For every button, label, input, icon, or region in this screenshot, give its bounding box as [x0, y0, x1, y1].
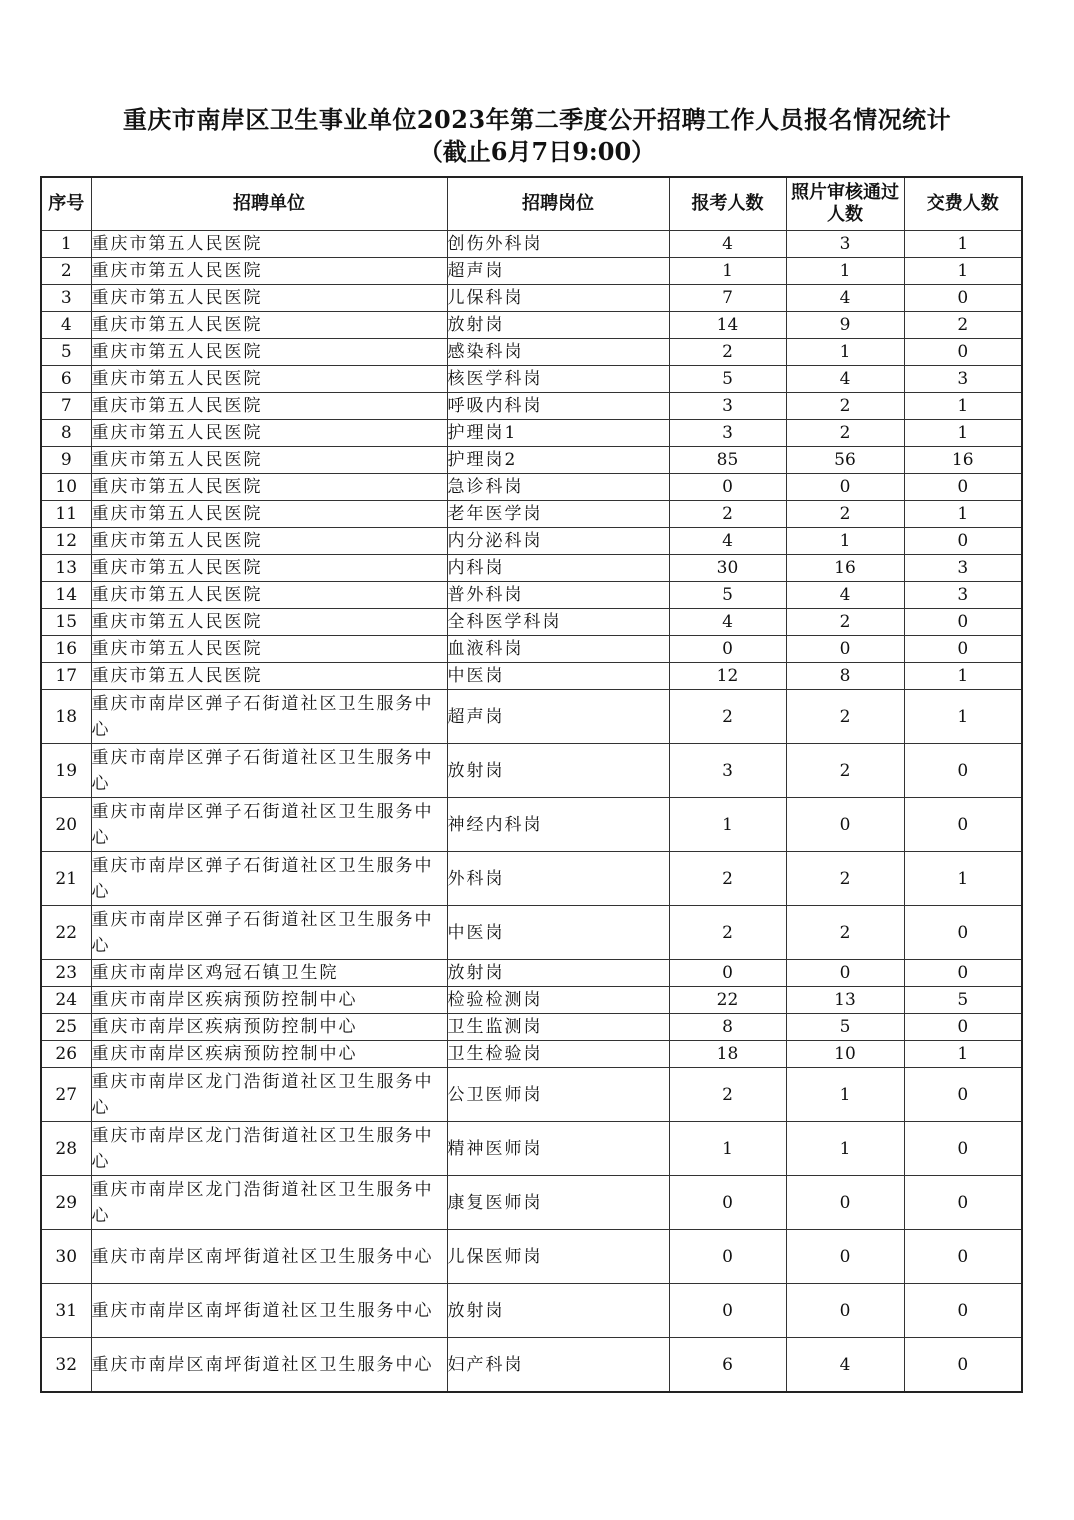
row-index: 23: [41, 960, 91, 987]
photo-passed-count: 0: [786, 1230, 904, 1284]
applicant-count: 30: [669, 555, 786, 582]
recruiting-unit-text: 重庆市第五人民医院: [91, 342, 263, 362]
applicant-count: 4: [669, 528, 786, 555]
photo-passed-count: 2: [786, 420, 904, 447]
recruiting-post: 公卫医师岗: [447, 1068, 669, 1122]
photo-passed-count: 1: [786, 528, 904, 555]
photo-passed-count: 1: [786, 1068, 904, 1122]
recruiting-post: 检验检测岗: [447, 987, 669, 1014]
recruiting-post: 血液科岗: [447, 636, 669, 663]
recruiting-unit-text: 重庆市第五人民医院: [91, 234, 263, 254]
recruiting-post: 感染科岗: [447, 339, 669, 366]
recruiting-unit-text: 重庆市南岸区弹子石街道社区卫生服务中心: [91, 909, 434, 956]
photo-passed-count: 4: [786, 1338, 904, 1393]
paid-count: 3: [904, 555, 1022, 582]
applicant-count: 14: [669, 312, 786, 339]
recruiting-post: 放射岗: [447, 1284, 669, 1338]
recruiting-unit-text: 重庆市第五人民医院: [91, 477, 263, 497]
recruiting-unit-text: 重庆市第五人民医院: [91, 504, 263, 524]
photo-passed-count: 2: [786, 501, 904, 528]
photo-passed-count: 10: [786, 1041, 904, 1068]
recruiting-unit: [91, 231, 447, 258]
recruiting-unit: [91, 339, 447, 366]
table-row: [41, 474, 1022, 501]
recruiting-unit-text: 重庆市南岸区疾病预防控制中心: [91, 990, 358, 1010]
applicant-count: 2: [669, 339, 786, 366]
recruiting-post: 神经内科岗: [447, 798, 669, 852]
recruiting-post: 中医岗: [447, 906, 669, 960]
table-header: [41, 177, 1022, 231]
applicant-count: 3: [669, 744, 786, 798]
recruiting-post: 全科医学科岗: [447, 609, 669, 636]
table-row: [41, 393, 1022, 420]
photo-passed-count: 8: [786, 663, 904, 690]
recruiting-unit-text: 重庆市南岸区南坪街道社区卫生服务中心: [91, 1354, 434, 1375]
paid-count: 0: [904, 1068, 1022, 1122]
recruiting-unit-text: 重庆市第五人民医院: [91, 531, 263, 551]
table-row: [41, 1338, 1022, 1393]
recruiting-unit: [91, 1176, 447, 1230]
row-index: 1: [41, 231, 91, 258]
paid-count: 1: [904, 258, 1022, 285]
paid-count: 1: [904, 1041, 1022, 1068]
photo-passed-count: 2: [786, 906, 904, 960]
row-index: 13: [41, 555, 91, 582]
applicant-count: 0: [669, 636, 786, 663]
recruiting-post: 卫生监测岗: [447, 1014, 669, 1041]
applicant-count: 22: [669, 987, 786, 1014]
applicant-count: 1: [669, 1122, 786, 1176]
recruiting-unit: [91, 798, 447, 852]
paid-count: 1: [904, 852, 1022, 906]
photo-passed-count: 4: [786, 366, 904, 393]
paid-count: 3: [904, 366, 1022, 393]
recruiting-unit-text: 重庆市南岸区龙门浩街道社区卫生服务中心: [91, 1071, 434, 1118]
row-index: 7: [41, 393, 91, 420]
table-row: [41, 555, 1022, 582]
recruiting-unit: [91, 744, 447, 798]
header-row: [41, 177, 1022, 231]
table-row: [41, 636, 1022, 663]
recruiting-unit-text: 重庆市第五人民医院: [91, 396, 263, 416]
paid-count: 1: [904, 420, 1022, 447]
row-index: 3: [41, 285, 91, 312]
row-index: 21: [41, 852, 91, 906]
document-title: 重庆市南岸区卫生事业单位2023年第二季度公开招聘工作人员报名情况统计: [122, 105, 952, 134]
photo-passed-count: 0: [786, 1176, 904, 1230]
paid-count: 1: [904, 393, 1022, 420]
recruiting-unit: [91, 1014, 447, 1041]
row-index: 27: [41, 1068, 91, 1122]
recruiting-unit-text: 重庆市第五人民医院: [91, 423, 263, 443]
photo-passed-count: 2: [786, 690, 904, 744]
applicant-count: 18: [669, 1041, 786, 1068]
recruiting-unit-text: 重庆市南岸区龙门浩街道社区卫生服务中心: [91, 1179, 434, 1226]
recruiting-unit-text: 重庆市南岸区疾病预防控制中心: [91, 1044, 358, 1064]
recruiting-post: 老年医学岗: [447, 501, 669, 528]
recruiting-unit-text: 重庆市第五人民医院: [91, 585, 263, 605]
document-subtitle: （截止6月7日9:00）: [418, 137, 656, 166]
recruiting-unit: [91, 285, 447, 312]
recruiting-post: 创伤外科岗: [447, 231, 669, 258]
table-row: [41, 690, 1022, 744]
table-row: [41, 231, 1022, 258]
recruiting-unit: [91, 366, 447, 393]
recruiting-unit: [91, 420, 447, 447]
header-index: 序号: [41, 177, 91, 231]
recruiting-unit: [91, 582, 447, 609]
recruiting-post: 超声岗: [447, 690, 669, 744]
header-applicants: 报考人数: [669, 177, 786, 231]
applicant-count: 8: [669, 1014, 786, 1041]
table-row: [41, 447, 1022, 474]
recruiting-unit-text: 重庆市南岸区疾病预防控制中心: [91, 1017, 358, 1037]
recruiting-unit: [91, 312, 447, 339]
applicant-count: 1: [669, 798, 786, 852]
recruiting-unit-text: 重庆市南岸区弹子石街道社区卫生服务中心: [91, 693, 434, 740]
recruiting-post: 呼吸内科岗: [447, 393, 669, 420]
table-row: [41, 258, 1022, 285]
recruiting-post: 内分泌科岗: [447, 528, 669, 555]
photo-passed-count: 0: [786, 798, 904, 852]
applicant-count: 0: [669, 1230, 786, 1284]
table-row: [41, 663, 1022, 690]
table-row: [41, 906, 1022, 960]
recruiting-unit: [91, 528, 447, 555]
applicant-count: 2: [669, 852, 786, 906]
recruiting-post: 普外科岗: [447, 582, 669, 609]
registration-stats-table: [40, 176, 1023, 1393]
recruiting-unit: [91, 1284, 447, 1338]
recruiting-unit: [91, 258, 447, 285]
table-row: [41, 1122, 1022, 1176]
paid-count: 0: [904, 636, 1022, 663]
table-row: [41, 1068, 1022, 1122]
header-photo-passed: 照片审核通过人数: [786, 177, 904, 231]
photo-passed-count: 13: [786, 987, 904, 1014]
row-index: 15: [41, 609, 91, 636]
photo-passed-count: 2: [786, 852, 904, 906]
photo-passed-count: 16: [786, 555, 904, 582]
applicant-count: 12: [669, 663, 786, 690]
row-index: 29: [41, 1176, 91, 1230]
applicant-count: 3: [669, 393, 786, 420]
header-paid: 交费人数: [904, 177, 1022, 231]
paid-count: 0: [904, 339, 1022, 366]
table-row: [41, 339, 1022, 366]
recruiting-unit: [91, 663, 447, 690]
recruiting-unit: [91, 1122, 447, 1176]
recruiting-post: 放射岗: [447, 960, 669, 987]
paid-count: 0: [904, 474, 1022, 501]
applicant-count: 0: [669, 1176, 786, 1230]
photo-passed-count: 1: [786, 339, 904, 366]
recruiting-unit-text: 重庆市第五人民医院: [91, 639, 263, 659]
recruiting-unit: [91, 987, 447, 1014]
recruiting-unit-text: 重庆市第五人民医院: [91, 261, 263, 281]
table-row: [41, 1284, 1022, 1338]
applicant-count: 5: [669, 366, 786, 393]
photo-passed-count: 9: [786, 312, 904, 339]
paid-count: 0: [904, 798, 1022, 852]
paid-count: 2: [904, 312, 1022, 339]
row-index: 18: [41, 690, 91, 744]
photo-passed-count: 2: [786, 609, 904, 636]
applicant-count: 0: [669, 1284, 786, 1338]
recruiting-unit: [91, 960, 447, 987]
recruiting-unit-text: 重庆市南岸区鸡冠石镇卫生院: [91, 963, 339, 983]
recruiting-post: 儿保医师岗: [447, 1230, 669, 1284]
paid-count: 5: [904, 987, 1022, 1014]
table-row: [41, 528, 1022, 555]
row-index: 5: [41, 339, 91, 366]
paid-count: 0: [904, 285, 1022, 312]
recruiting-unit: [91, 393, 447, 420]
recruiting-unit-text: 重庆市第五人民医院: [91, 450, 263, 470]
applicant-count: 0: [669, 474, 786, 501]
paid-count: 1: [904, 663, 1022, 690]
recruiting-unit-text: 重庆市南岸区龙门浩街道社区卫生服务中心: [91, 1125, 434, 1172]
photo-passed-count: 1: [786, 1122, 904, 1176]
recruiting-post: 护理岗1: [447, 420, 669, 447]
table-row: [41, 744, 1022, 798]
row-index: 19: [41, 744, 91, 798]
table-row: [41, 987, 1022, 1014]
table-row: [41, 1230, 1022, 1284]
table-row: [41, 1176, 1022, 1230]
row-index: 10: [41, 474, 91, 501]
applicant-count: 2: [669, 906, 786, 960]
recruiting-post: 儿保科岗: [447, 285, 669, 312]
row-index: 30: [41, 1230, 91, 1284]
paid-count: 0: [904, 1338, 1022, 1393]
paid-count: 0: [904, 528, 1022, 555]
table-row: [41, 609, 1022, 636]
header-post: 招聘岗位: [447, 177, 669, 231]
applicant-count: 2: [669, 690, 786, 744]
paid-count: 0: [904, 1284, 1022, 1338]
paid-count: 0: [904, 1230, 1022, 1284]
applicant-count: 4: [669, 231, 786, 258]
recruiting-unit-text: 重庆市南岸区弹子石街道社区卫生服务中心: [91, 855, 434, 902]
table-row: [41, 582, 1022, 609]
applicant-count: 1: [669, 258, 786, 285]
row-index: 2: [41, 258, 91, 285]
recruiting-post: 卫生检验岗: [447, 1041, 669, 1068]
recruiting-unit: [91, 906, 447, 960]
row-index: 4: [41, 312, 91, 339]
photo-passed-count: 4: [786, 582, 904, 609]
recruiting-unit: [91, 1230, 447, 1284]
row-index: 17: [41, 663, 91, 690]
paid-count: 0: [904, 906, 1022, 960]
recruiting-post: 康复医师岗: [447, 1176, 669, 1230]
recruiting-unit: [91, 852, 447, 906]
row-index: 26: [41, 1041, 91, 1068]
table-row: [41, 501, 1022, 528]
photo-passed-count: 3: [786, 231, 904, 258]
row-index: 28: [41, 1122, 91, 1176]
recruiting-unit-text: 重庆市第五人民医院: [91, 369, 263, 389]
row-index: 32: [41, 1338, 91, 1393]
recruiting-unit-text: 重庆市第五人民医院: [91, 315, 263, 335]
applicant-count: 7: [669, 285, 786, 312]
row-index: 31: [41, 1284, 91, 1338]
applicant-count: 3: [669, 420, 786, 447]
recruiting-unit: [91, 1338, 447, 1393]
row-index: 25: [41, 1014, 91, 1041]
recruiting-unit-text: 重庆市第五人民医院: [91, 666, 263, 686]
table-row: [41, 366, 1022, 393]
photo-passed-count: 2: [786, 393, 904, 420]
table-row: [41, 285, 1022, 312]
recruiting-unit: [91, 1041, 447, 1068]
paid-count: 0: [904, 609, 1022, 636]
photo-passed-count: 56: [786, 447, 904, 474]
row-index: 24: [41, 987, 91, 1014]
paid-count: 3: [904, 582, 1022, 609]
table-body: [41, 231, 1022, 1393]
table-row: [41, 420, 1022, 447]
applicant-count: 5: [669, 582, 786, 609]
row-index: 20: [41, 798, 91, 852]
row-index: 8: [41, 420, 91, 447]
recruiting-unit-text: 重庆市南岸区南坪街道社区卫生服务中心: [91, 1246, 434, 1267]
paid-count: 0: [904, 1176, 1022, 1230]
table-row: [41, 798, 1022, 852]
applicant-count: 85: [669, 447, 786, 474]
recruiting-post: 妇产科岗: [447, 1338, 669, 1393]
row-index: 6: [41, 366, 91, 393]
recruiting-post: 精神医师岗: [447, 1122, 669, 1176]
photo-passed-count: 0: [786, 1284, 904, 1338]
applicant-count: 2: [669, 501, 786, 528]
row-index: 11: [41, 501, 91, 528]
photo-passed-count: 5: [786, 1014, 904, 1041]
paid-count: 1: [904, 501, 1022, 528]
paid-count: 0: [904, 960, 1022, 987]
recruiting-unit: [91, 447, 447, 474]
recruiting-post: 内科岗: [447, 555, 669, 582]
row-index: 12: [41, 528, 91, 555]
applicant-count: 2: [669, 1068, 786, 1122]
recruiting-post: 急诊科岗: [447, 474, 669, 501]
recruiting-unit: [91, 555, 447, 582]
photo-passed-count: 0: [786, 636, 904, 663]
recruiting-unit-text: 重庆市第五人民医院: [91, 558, 263, 578]
recruiting-unit-text: 重庆市南岸区南坪街道社区卫生服务中心: [91, 1300, 434, 1321]
row-index: 22: [41, 906, 91, 960]
recruiting-unit-text: 重庆市南岸区弹子石街道社区卫生服务中心: [91, 747, 434, 794]
paid-count: 16: [904, 447, 1022, 474]
recruiting-post: 超声岗: [447, 258, 669, 285]
recruiting-post: 放射岗: [447, 744, 669, 798]
applicant-count: 6: [669, 1338, 786, 1393]
paid-count: 0: [904, 1122, 1022, 1176]
photo-passed-count: 0: [786, 960, 904, 987]
recruiting-unit: [91, 501, 447, 528]
table-row: [41, 312, 1022, 339]
recruiting-unit: [91, 609, 447, 636]
recruiting-post: 外科岗: [447, 852, 669, 906]
photo-passed-count: 4: [786, 285, 904, 312]
recruiting-post: 护理岗2: [447, 447, 669, 474]
recruiting-post: 中医岗: [447, 663, 669, 690]
row-index: 9: [41, 447, 91, 474]
table-row: [41, 960, 1022, 987]
recruiting-post: 放射岗: [447, 312, 669, 339]
table-row: [41, 852, 1022, 906]
photo-passed-count: 2: [786, 744, 904, 798]
paid-count: 1: [904, 690, 1022, 744]
photo-passed-count: 0: [786, 474, 904, 501]
recruiting-unit: [91, 690, 447, 744]
table-row: [41, 1041, 1022, 1068]
photo-passed-count: 1: [786, 258, 904, 285]
recruiting-unit: [91, 474, 447, 501]
row-index: 16: [41, 636, 91, 663]
header-unit: 招聘单位: [91, 177, 447, 231]
table-row: [41, 1014, 1022, 1041]
row-index: 14: [41, 582, 91, 609]
paid-count: 1: [904, 231, 1022, 258]
applicant-count: 0: [669, 960, 786, 987]
paid-count: 0: [904, 1014, 1022, 1041]
paid-count: 0: [904, 744, 1022, 798]
recruiting-unit: [91, 636, 447, 663]
recruiting-post: 核医学科岗: [447, 366, 669, 393]
recruiting-unit-text: 重庆市南岸区弹子石街道社区卫生服务中心: [91, 801, 434, 848]
applicant-count: 4: [669, 609, 786, 636]
recruiting-unit-text: 重庆市第五人民医院: [91, 612, 263, 632]
recruiting-unit: [91, 1068, 447, 1122]
recruiting-unit-text: 重庆市第五人民医院: [91, 288, 263, 308]
